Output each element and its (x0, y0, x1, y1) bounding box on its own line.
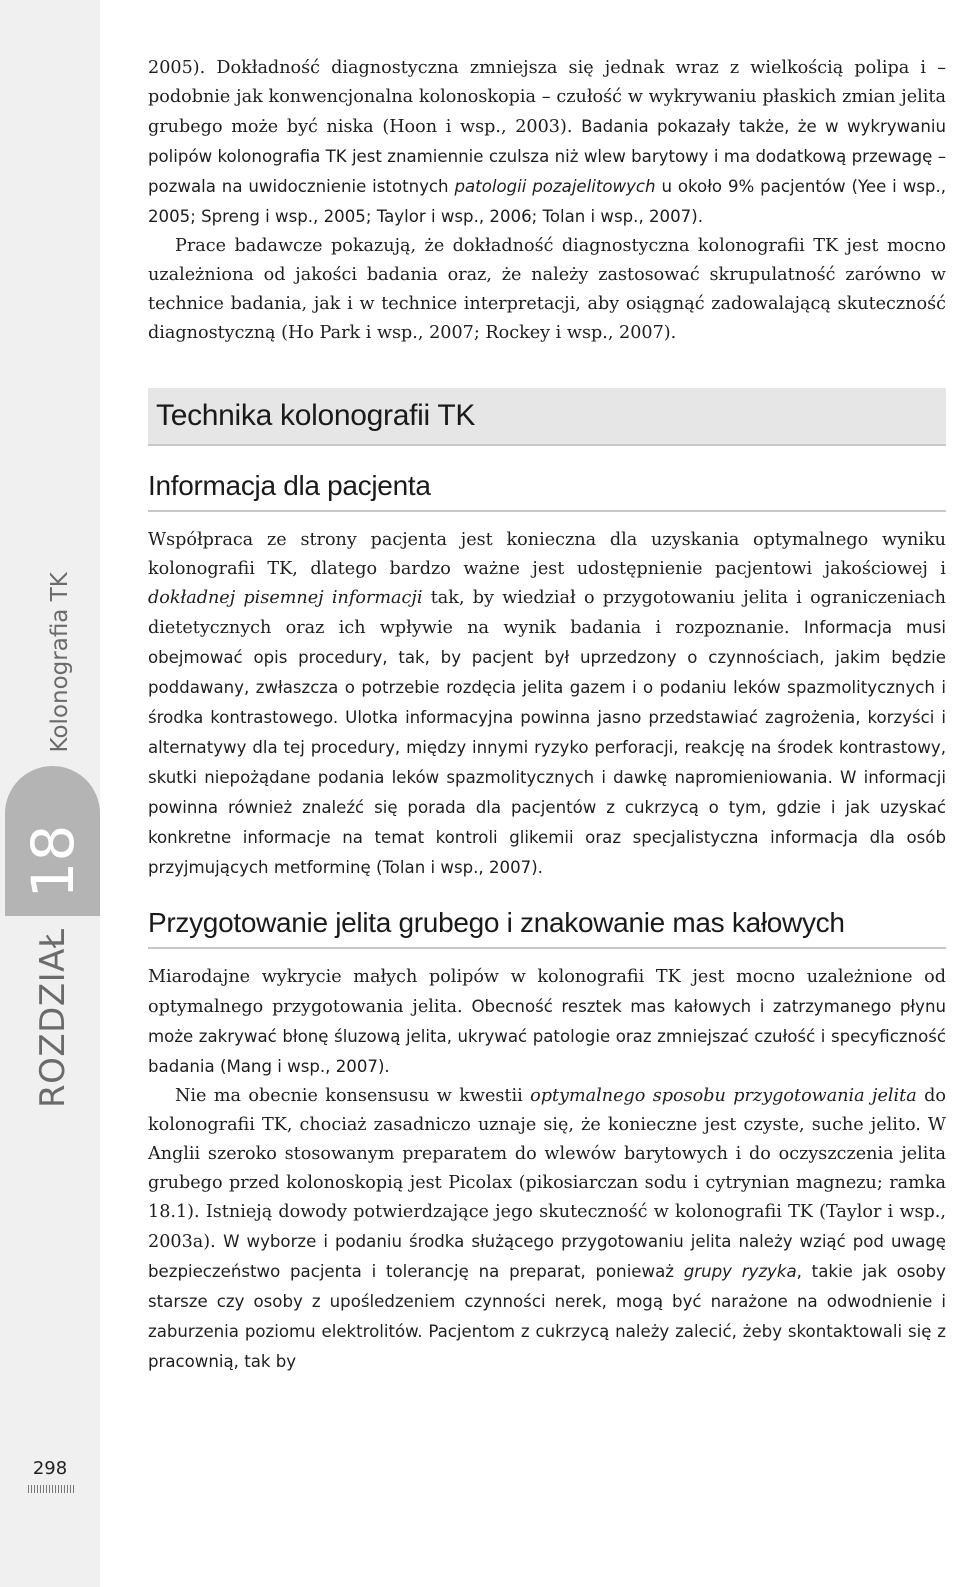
prep-text-2a: Nie ma obecnie konsensusu w kwestii (175, 1086, 531, 1106)
prep-text-2d: , takie jak osoby starsze czy osoby z upośledzeniem czynności nerek, mogą być narażone na odwodnienie i zaburzenia poziomu elektrolitów. Pacjentom z cukrzycą należy zalecić, żeby skontaktowali się z pracownią, tak by (148, 1262, 946, 1371)
prep-text-2-italic1: optymalnego sposobu przygotowania jelita (530, 1086, 917, 1106)
prep-text-1b: Obecność resztek mas kałowych i zatrzymanego płynu może zakrywać błonę śluzową jelita, ukrywać patologie oraz zmniejszać czułość i specyficzność badania (Mang i wsp., 2007). (148, 997, 946, 1076)
info-text-italic: dokładnej pisemnej informacji (148, 588, 423, 608)
intro-text-b-main: Badania pokazały także, że w wykrywaniu polipów kolonografia TK jest znamiennie czulsza niż wlew barytowy i ma dodatkową przewagę – pozwala na uwidocznienie istotnych (148, 117, 946, 196)
chapter-label: ROZDZIAŁ (32, 928, 73, 1108)
intro-text-c: u około 9% pacjentów (Yee i wsp., 2005; Spreng i wsp., 2005; Taylor i wsp., 2006; Tolan i wsp., 2007). (148, 177, 946, 226)
chapter-title: Kolonografia TK (47, 572, 73, 753)
info-heading: Informacja dla pacjenta (148, 470, 946, 512)
intro-text-b-italic: patologii pozajelitowych (454, 177, 656, 196)
prep-paragraph-1 (148, 963, 946, 1082)
prep-text-2c: W wyborze i podaniu środka służącego przygotowaniu jelita należy wziąć pod uwagę bezpieczeństwo pacjenta i tolerancję na preparat, ponieważ (148, 1232, 946, 1281)
prep-heading: Przygotowanie jelita grubego i znakowanie mas kałowych (148, 907, 946, 949)
chapter-number-tab (5, 766, 100, 916)
intro-text-a: 2005). Dokładność diagnostyczna zmniejsza się jednak wraz z wielkością polipa i – podobnie jak konwencjonalna kolonoskopia – czułość w wykrywaniu płaskich zmian jelita grubego może być niska (Hoon i wsp., 2003). (148, 58, 946, 137)
section-title: Technika kolonografii TK (148, 388, 946, 446)
info-text-c: Informacja musi obejmować opis procedury, tak, by pacjent był uprzedzony o czynnościach, jakim będzie poddawany, zwłaszcza o potrzebie rozdęcia jelita gazem i o podaniu leków spazmolitycznych i środka kontrastowego. Ulotka informacyjna powinna jasno przedstawiać zagrożenia, korzyści i alternatywy dla tej procedury, między innymi ryzyko perforacji, reakcję na środek kontrastowy, skutki niepożądane podania leków spazmolitycznych i dawkę napromieniowania. W informacji powinna również znaleźć się porada dla pacjentów z cukrzycą o tym, gdzie i jak uzyskać konkretne informacje na temat kontroli glikemii oraz specjalistyczna informacja dla osób przyjmujących metforminę (Tolan i wsp., 2007). (148, 618, 946, 877)
chapter-side-label (5, 560, 100, 1120)
prep-text-1a: Miarodajne wykrycie małych polipów w kolonografii TK jest mocno uzależnione od optymalnego przygotowania jelita. (148, 967, 946, 1017)
page-number: 298 (32, 1458, 68, 1479)
chapter-side-label-rotated (5, 560, 100, 1120)
info-paragraph (148, 526, 946, 883)
info-text-a: Współpraca ze strony pacjenta jest konieczna dla uzyskania optymalnego wyniku kolonografii TK, dlatego bardzo ważne jest udostępnienie pacjentowi jakościowej i (148, 530, 946, 579)
intro-paragraph-1 (148, 54, 946, 232)
page-content (148, 54, 946, 1377)
prep-text-2b: do kolonografii TK, chociaż zasadniczo uznaje się, że konieczne jest czyste, suche jelito. W Anglii szeroko stosowanym preparatem do wlewów barytowych i do oczyszczenia jelita grubego przed kolonoskopią jest Picolax (pikosiarczan sodu i cytrynian magnezu; ramka 18.1). Istnieją dowody potwierdzające jego skuteczność w kolonografii TK (Taylor i wsp., 2003a). (148, 1086, 947, 1252)
prep-text-2-sans (148, 1232, 946, 1371)
chapter-number: 18 (18, 824, 87, 899)
info-text-b: tak, by wiedział o przygotowaniu jelita i ograniczeniach dietetycznych oraz ich wpływie na wynik badania i rozpoznanie. (148, 588, 946, 638)
prep-text-2-italic2: grupy ryzyka (683, 1262, 797, 1281)
intro-paragraph-2: Prace badawcze pokazują, że dokładność diagnostyczna kolonografii TK jest mocno uzależniona od jakości badania oraz, że należy zastosować skrupulatność zarówno w technice badania, jak i w technice interpretacji, aby osiągnąć zadowalającą skuteczność diagnostyczną (Ho Park i wsp., 2007; Rockey i wsp., 2007). (148, 236, 946, 343)
prep-paragraph-2 (148, 1082, 946, 1377)
chapter-sidebar (0, 0, 100, 1587)
page-number-rule (28, 1485, 76, 1493)
